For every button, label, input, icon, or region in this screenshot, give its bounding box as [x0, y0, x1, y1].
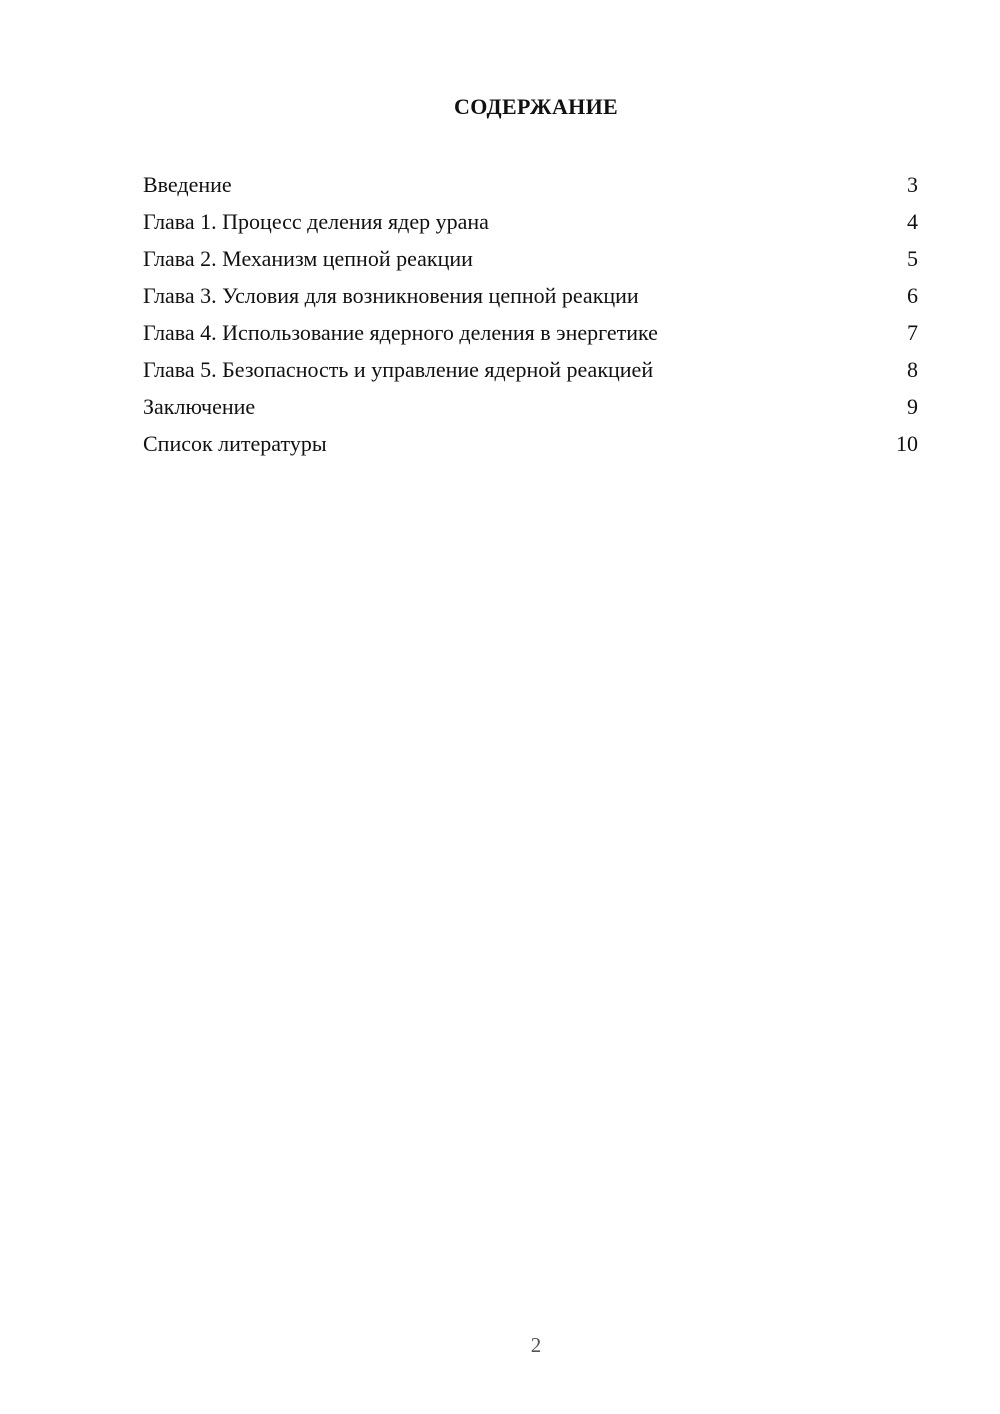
page-title: СОДЕРЖАНИЕ — [454, 94, 618, 119]
toc-entry-chapter-1 — [143, 207, 918, 244]
toc-entry-page: 6 — [907, 283, 918, 308]
toc-entry-title: Список литературы — [143, 431, 327, 456]
toc-entry-bibliography — [143, 429, 918, 466]
toc-entry-title: Глава 2. Механизм цепной реакции — [143, 246, 473, 271]
toc-entry-chapter-2 — [143, 244, 918, 281]
toc-entry-title: Заключение — [143, 394, 256, 419]
toc-entry-page: 5 — [907, 246, 918, 271]
toc-entry-title: Глава 1. Процесс деления ядер урана — [143, 209, 489, 234]
toc-entry-title: Введение — [143, 172, 232, 197]
table-of-contents — [143, 170, 918, 466]
page-number: 2 — [530, 1333, 542, 1357]
toc-entry-page: 4 — [907, 209, 918, 234]
toc-entry-page: 7 — [907, 320, 918, 345]
toc-entry-chapter-3 — [143, 281, 918, 318]
toc-entry-title: Глава 5. Безопасность и управление ядерной реакцией — [143, 357, 654, 382]
toc-entry-page: 10 — [896, 431, 918, 456]
toc-entry-introduction — [143, 170, 918, 207]
toc-entry-page: 3 — [907, 172, 918, 197]
toc-entry-title: Глава 3. Условия для возникновения цепной реакции — [143, 283, 639, 308]
toc-entry-conclusion — [143, 392, 918, 429]
toc-entry-page: 9 — [907, 394, 918, 419]
toc-entry-chapter-5 — [143, 355, 918, 392]
toc-entry-chapter-4 — [143, 318, 918, 355]
toc-entry-page: 8 — [907, 357, 918, 382]
toc-entry-title: Глава 4. Использование ядерного деления в энергетике — [143, 320, 658, 345]
